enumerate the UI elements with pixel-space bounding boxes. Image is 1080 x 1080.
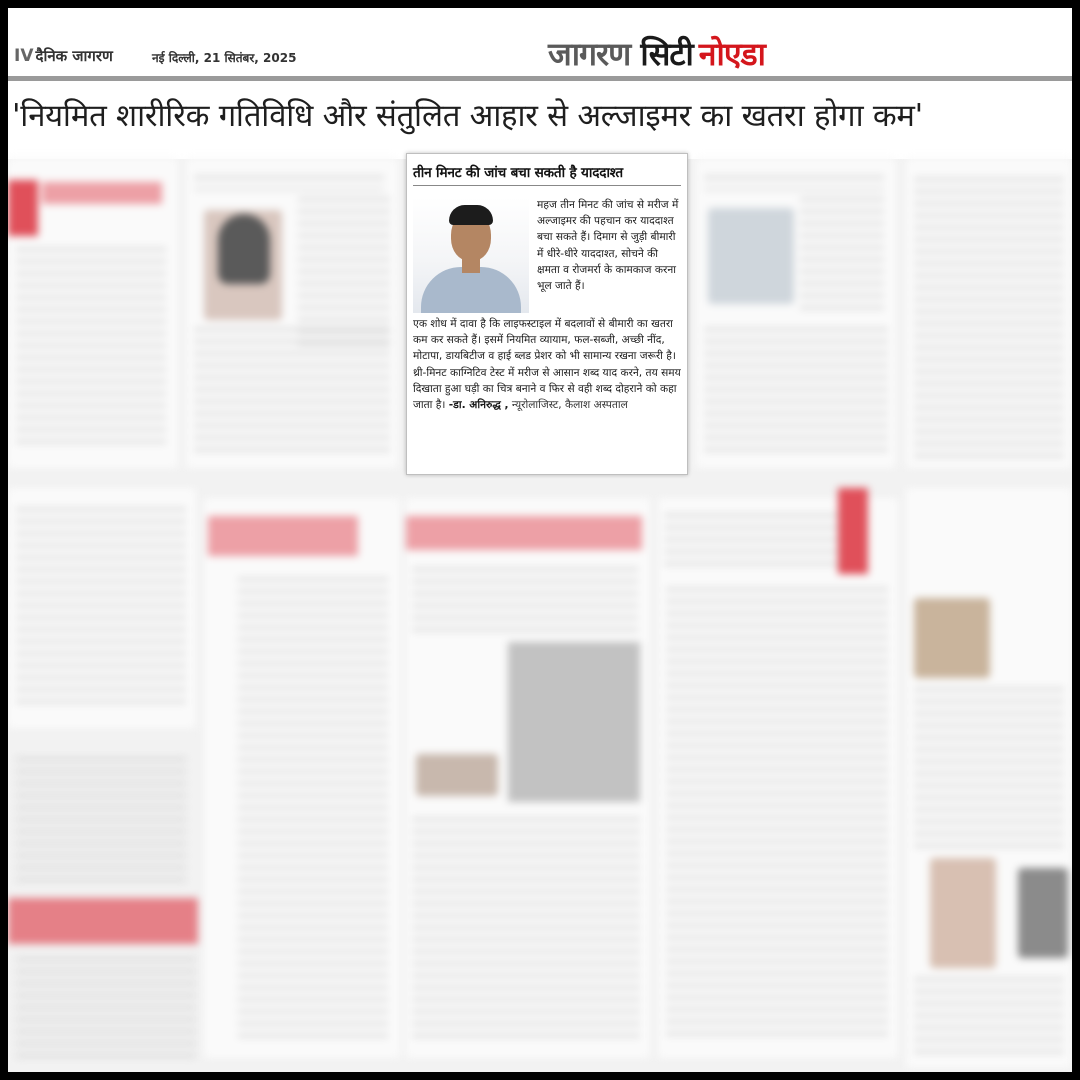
background-text (914, 978, 1064, 1058)
background-table (508, 642, 640, 802)
dateline: नई दिल्ली, 21 सितंबर, 2025 (152, 51, 297, 65)
background-text (800, 198, 884, 318)
background-text (298, 198, 390, 348)
background-photo (1018, 868, 1068, 958)
article-paragraph-1: महज तीन मिनट की जांच से मरीज में अल्जाइमर की पहचान कर याददाश्त बचा सकते हैं। दिमाग से जुड़ी बीमारी में धीरे-धीरे याददाश्त, सोचने की क्षमता व रोजमर्रा के कामकाज करना भूल जाते हैं। (537, 199, 679, 293)
background-photo (708, 208, 794, 304)
background-text (16, 758, 186, 888)
newspaper-logo (14, 46, 113, 66)
city-brand-part2: सिटी (640, 35, 693, 73)
doctor-photo (413, 197, 529, 313)
background-photo-hair (218, 214, 270, 284)
background-heading-bar (406, 516, 642, 550)
logo-text: दैनिक जागरण (35, 47, 113, 65)
background-text (412, 568, 638, 638)
background-text (704, 176, 884, 190)
background-text (16, 248, 166, 448)
article-title-rule (413, 185, 681, 186)
newspaper-page (8, 8, 1072, 1072)
background-red-tag (838, 488, 868, 574)
photo-hair (449, 205, 493, 225)
photo-shirt (421, 267, 521, 313)
background-text (412, 818, 640, 1038)
article-body: एक शोध में दावा है कि लाइफस्टाइल में बदलावों से बीमारी का खतरा कम कर सकते हैं। इसमें नियमित व्यायाम, फल-सब्जी, अच्छी नींद, मोटापा, डायबिटीज व हाई ब्लड प्रेशर को भी सामान्य रखना जरूरी है। थ्री-मिनट काग्निटिव टेस्ट में मरीज से आसान शब्द याद करने, तय समय दिखाता हुआ घड़ी का चित्र बनाने व फिर से वही शब्द दोहराने को कहा जाता है। (413, 318, 681, 412)
background-text (238, 578, 388, 1038)
background-text (914, 688, 1064, 848)
article-title: तीन मिनट की जांच बचा सकती है याददाश्त (413, 165, 623, 181)
city-edition-brand (548, 32, 765, 75)
background-text (194, 176, 384, 190)
background-text (194, 328, 390, 458)
background-text (704, 328, 888, 458)
article-paragraph-2 (413, 316, 685, 413)
background-text (914, 178, 1064, 458)
background-photo (914, 598, 990, 678)
city-brand-part1: जागरण (548, 35, 631, 73)
background-heading-bar (208, 516, 358, 556)
article-affiliation: न्यूरोलाजिस्ट, कैलाश अस्पताल (511, 399, 628, 412)
article-byline: -डा. अनिरुद्ध , (448, 399, 509, 412)
background-photo (416, 754, 498, 796)
background-heading-bar (42, 182, 162, 204)
featured-article (406, 153, 688, 475)
logo-mark: IV (14, 46, 34, 66)
background-heading-bar (8, 898, 198, 944)
background-text (664, 514, 854, 574)
background-photo (930, 858, 996, 968)
city-brand-part3: नोएडा (698, 35, 765, 73)
masthead (8, 8, 1072, 78)
page-headline: 'नियमित शारीरिक गतिविधि और संतुलित आहार से अल्जाइमर का खतरा होगा कम' (12, 98, 923, 134)
background-text (666, 588, 888, 1038)
background-text (16, 508, 186, 708)
background-red-tag (8, 180, 38, 236)
background-text (16, 958, 196, 1058)
